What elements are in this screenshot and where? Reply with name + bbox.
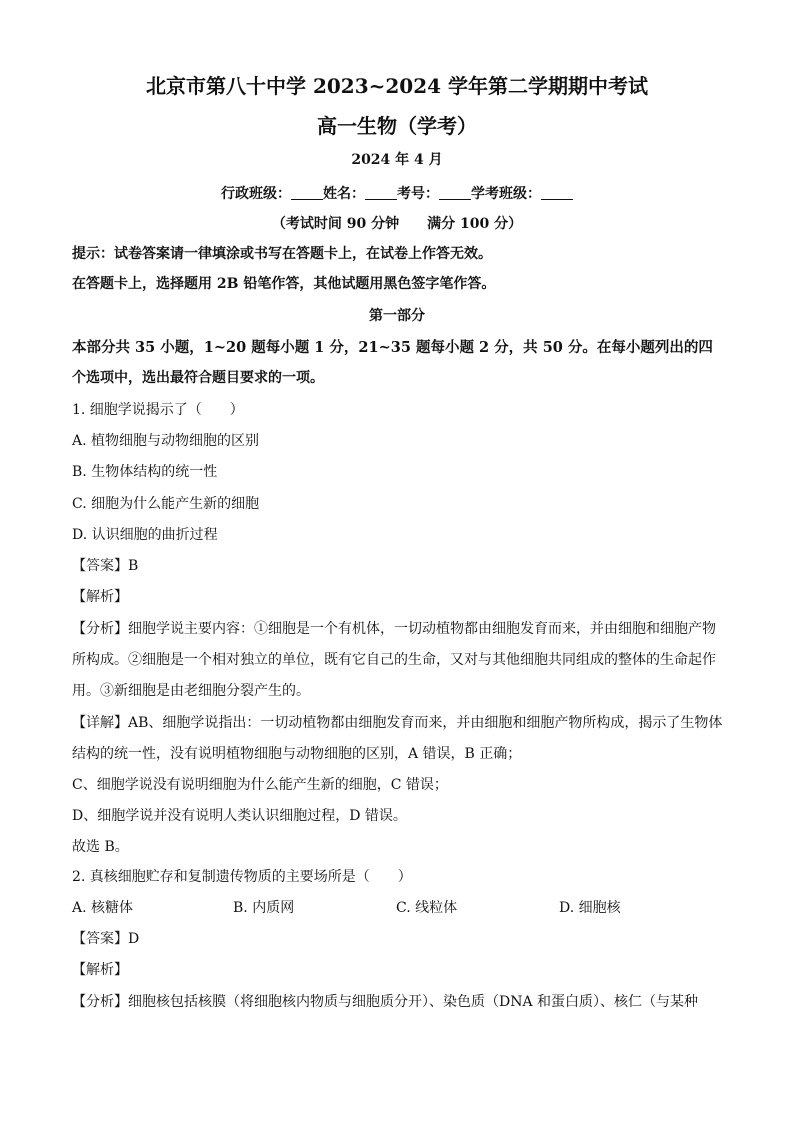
q1-fenxi-line-1 <box>72 619 722 639</box>
q2-option-a: A. 核糖体 <box>72 900 134 916</box>
q1-analysis-tag: 【解析】 <box>72 589 128 605</box>
q1-option-b: B. 生物体结构的统一性 <box>72 464 218 480</box>
q2-analysis-tag: 【解析】 <box>72 962 128 978</box>
q1-xiangjie-text-1: AB、细胞学说指出：一切动植物都由细胞发育而来，并由细胞和细胞产物所构成，揭示了生物体 <box>128 715 723 731</box>
q1-option-c: C. 细胞为什么能产生新的细胞 <box>72 496 260 512</box>
q1-option-a: A. 植物细胞与动物细胞的区别 <box>72 433 260 449</box>
xiangjie-tag: 【详解】 <box>72 715 128 731</box>
q1-xiangjie-line-5: 故选 B。 <box>72 839 129 855</box>
part-title: 第一部分 <box>369 308 425 324</box>
q1-stem: 1. 细胞学说揭示了（ ） <box>72 402 244 418</box>
exam-subtitle: 高一生物（学考） <box>317 114 477 138</box>
fenxi-tag: 【分析】 <box>72 621 128 637</box>
notice-line-2: 在答题卡上，选择题用 2B 铅笔作答，其他试题用黑色签字笔作答。 <box>72 276 496 292</box>
part-intro-1: 本部分共 35 小题，1~20 题每小题 1 分，21~35 题每小题 2 分，共 50 分。在每小题列出的四 <box>72 339 713 356</box>
q1-answer <box>72 556 722 576</box>
field-id-blank[interactable] <box>439 185 471 200</box>
field-class-blank[interactable] <box>291 185 323 200</box>
part-intro-2: 个选项中，选出最符合题目要求的一项。 <box>72 370 324 386</box>
q2-answer <box>72 929 722 949</box>
q1-xiangjie-line-1 <box>72 713 722 733</box>
answer-tag: 【答案】 <box>72 558 128 574</box>
q1-fenxi-line-3: 用。③新细胞是由老细胞分裂产生的。 <box>72 683 310 699</box>
fenxi-tag: 【分析】 <box>72 994 128 1010</box>
q2-fenxi-line-1 <box>72 992 722 1012</box>
field-name-blank[interactable] <box>365 185 397 200</box>
q1-option-d: D. 认识细胞的曲折过程 <box>72 527 218 543</box>
answer-tag: 【答案】 <box>72 931 128 947</box>
q2-option-b: B. 内质网 <box>233 900 295 916</box>
q1-xiangjie-line-4: D、细胞学说并没有说明人类认识细胞过程，D 错误。 <box>72 808 407 824</box>
q2-stem: 2. 真核细胞贮存和复制遗传物质的主要场所是（ ） <box>72 869 412 885</box>
q1-answer-value: B <box>128 558 139 574</box>
student-info-fields <box>0 184 794 204</box>
field-name-label: 姓名： <box>323 186 365 202</box>
q2-answer-value: D <box>128 931 140 947</box>
exam-time-info: （考试时间 90 分钟 满分 100 分） <box>271 216 523 232</box>
exam-title: 北京市第八十中学 2023~2024 学年第二学期期中考试 <box>145 74 648 98</box>
q2-options <box>72 898 722 918</box>
field-id-label: 考号： <box>397 186 439 202</box>
field-xkclass-blank[interactable] <box>541 185 573 200</box>
field-xkclass-label: 学考班级： <box>471 186 541 202</box>
exam-date: 2024 年 4 月 <box>351 152 443 168</box>
q1-xiangjie-line-3: C、细胞学说没有说明细胞为什么能产生新的细胞，C 错误； <box>72 777 448 793</box>
notice-line-1: 提示：试卷答案请一律填涂或书写在答题卡上，在试卷上作答无效。 <box>72 246 492 262</box>
q1-xiangjie-line-2: 结构的统一性，没有说明植物细胞与动物细胞的区别，A 错误，B 正确； <box>72 746 522 762</box>
q2-fenxi-text-1: 细胞核包括核膜（将细胞核内物质与细胞质分开）、染色质（DNA 和蛋白质）、核仁（与某种 <box>128 994 699 1010</box>
q2-option-c: C. 线粒体 <box>396 900 458 916</box>
q1-fenxi-text-1: 细胞学说主要内容：①细胞是一个有机体，一切动植物都由细胞发育而来，并由细胞和细胞产物 <box>128 621 716 637</box>
q1-fenxi-line-2: 所构成。②细胞是一个相对独立的单位，既有它自己的生命，又对与其他细胞共同组成的整体的生命起作 <box>72 652 716 668</box>
q2-option-d: D. 细胞核 <box>559 900 621 916</box>
field-class-label: 行政班级： <box>221 186 291 202</box>
